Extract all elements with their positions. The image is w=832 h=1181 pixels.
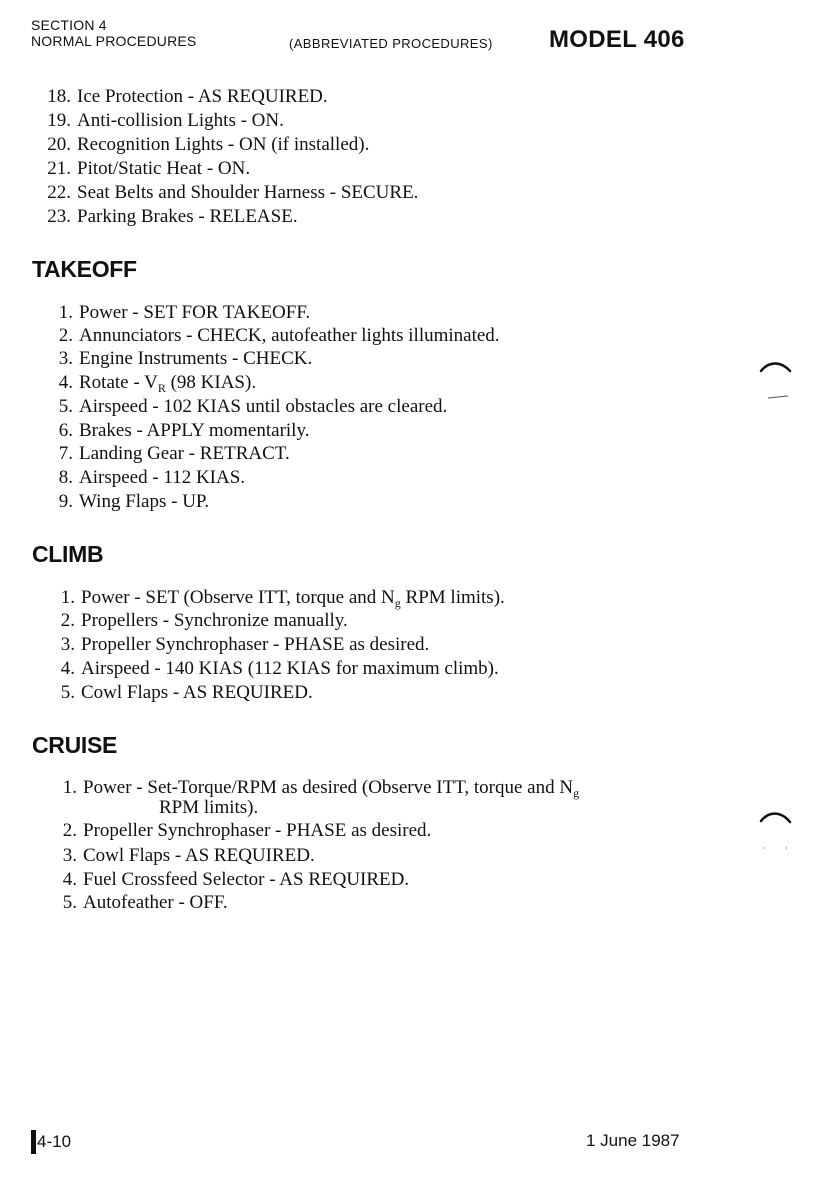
list-item: [60, 682, 313, 704]
item-number: 6.: [58, 420, 73, 441]
list-item: [47, 182, 419, 204]
item-text: Cowl Flaps - AS REQUIRED.: [83, 845, 315, 866]
list-item: [47, 86, 328, 108]
binder-hole-mark: [758, 358, 798, 400]
item-number: 4.: [58, 372, 73, 393]
list-item: [47, 158, 251, 180]
item-text: Propeller Synchrophaser - PHASE as desired.: [83, 820, 432, 841]
item-number: 5.: [58, 396, 73, 417]
item-number: 3.: [60, 634, 75, 655]
item-number: 23.: [47, 206, 71, 227]
list-item: [58, 443, 290, 465]
item-text-pre: Rotate - V: [79, 372, 158, 393]
model-title: MODEL 406: [549, 26, 685, 53]
item-number: 20.: [47, 134, 71, 155]
item-text: Autofeather - OFF.: [83, 892, 228, 913]
section-header: [31, 17, 196, 49]
list-item: [47, 134, 370, 156]
item-text-post: (98 KIAS).: [165, 372, 257, 393]
item-number: 1.: [60, 587, 75, 608]
item-number: 4.: [60, 658, 75, 679]
list-item: [62, 845, 315, 867]
item-text: Seat Belts and Shoulder Harness - SECURE.: [77, 182, 419, 203]
list-item: [47, 206, 298, 228]
item-number: 7.: [58, 443, 73, 464]
item-text: Landing Gear - RETRACT.: [79, 443, 290, 464]
list-item: [58, 420, 310, 442]
item-text-post: RPM limits).: [400, 587, 505, 608]
item-text: Airspeed - 140 KIAS (112 KIAS for maximum climb).: [81, 658, 499, 679]
list-item: [62, 777, 580, 800]
climb-heading: CLIMB: [32, 541, 104, 567]
item-number: 5.: [60, 682, 75, 703]
item-text: Airspeed - 102 KIAS until obstacles are cleared.: [79, 396, 448, 417]
list-item: [62, 869, 410, 891]
page-number: [31, 1130, 71, 1154]
item-number: 2.: [62, 820, 77, 841]
item-number: 2.: [60, 610, 75, 631]
item-text: Propeller Synchrophaser - PHASE as desired.: [81, 634, 430, 655]
item-number: 1.: [58, 302, 73, 323]
item-number: 3.: [58, 348, 73, 369]
item-number: 19.: [47, 110, 71, 131]
revision-date: 1 June 1987: [586, 1131, 680, 1150]
list-item: [58, 348, 313, 370]
item-text: Engine Instruments - CHECK.: [79, 348, 313, 369]
item-text: Parking Brakes - RELEASE.: [77, 206, 298, 227]
item-text: Wing Flaps - UP.: [79, 491, 210, 512]
item-text: Airspeed - 112 KIAS.: [79, 467, 246, 488]
item-text-pre: Power - SET (Observe ITT, torque and N: [81, 587, 395, 608]
revision-bar: [31, 1130, 36, 1154]
page-number-text: 4-10: [37, 1132, 72, 1151]
item-text: Annunciators - CHECK, autofeather lights illuminated.: [79, 325, 500, 346]
item-text: Brakes - APPLY momentarily.: [79, 420, 310, 441]
item-text: Propellers - Synchronize manually.: [81, 610, 348, 631]
item-text: Cowl Flaps - AS REQUIRED.: [81, 682, 313, 703]
list-item: [58, 491, 210, 513]
item-number: 21.: [47, 158, 71, 179]
item-text: Recognition Lights - ON (if installed).: [77, 134, 370, 155]
section-number: SECTION 4: [31, 17, 107, 33]
item-text: Fuel Crossfeed Selector - AS REQUIRED.: [83, 869, 410, 890]
procedures-type: (ABBREVIATED PROCEDURES): [289, 36, 493, 51]
cruise-heading: CRUISE: [32, 732, 118, 758]
item-number: 4.: [62, 869, 77, 890]
item-text: Power - SET FOR TAKEOFF.: [79, 302, 311, 323]
item-number: 9.: [58, 491, 73, 512]
section-title: NORMAL PROCEDURES: [31, 33, 197, 49]
item-number: 3.: [62, 845, 77, 866]
list-item: [60, 634, 430, 656]
item-number: 8.: [58, 467, 73, 488]
item-text: Anti-collision Lights - ON.: [77, 110, 284, 131]
item-number: 5.: [62, 892, 77, 913]
item-number: 1.: [62, 777, 77, 798]
binder-hole-mark: [758, 808, 798, 852]
list-item: [47, 110, 284, 132]
list-item: [60, 610, 348, 632]
item-continuation: RPM limits).: [159, 797, 259, 818]
list-item: [58, 467, 246, 489]
item-number: 22.: [47, 182, 71, 203]
list-item: [58, 372, 257, 395]
item-text: Ice Protection - AS REQUIRED.: [77, 86, 328, 107]
item-number: 2.: [58, 325, 73, 346]
subscript: g: [573, 786, 580, 800]
list-item: [58, 396, 448, 418]
list-item: [60, 587, 505, 610]
list-item: [62, 820, 432, 842]
item-number: 18.: [47, 86, 71, 107]
list-item: [58, 302, 311, 324]
item-text-pre: Power - Set-Torque/RPM as desired (Observe ITT, torque and N: [83, 777, 574, 798]
takeoff-heading: TAKEOFF: [32, 256, 137, 282]
list-item: [62, 892, 228, 914]
item-text: Pitot/Static Heat - ON.: [77, 158, 251, 179]
list-item: [60, 658, 499, 680]
list-item: [58, 325, 500, 347]
subscript: g: [394, 596, 401, 610]
subscript: R: [157, 381, 166, 395]
